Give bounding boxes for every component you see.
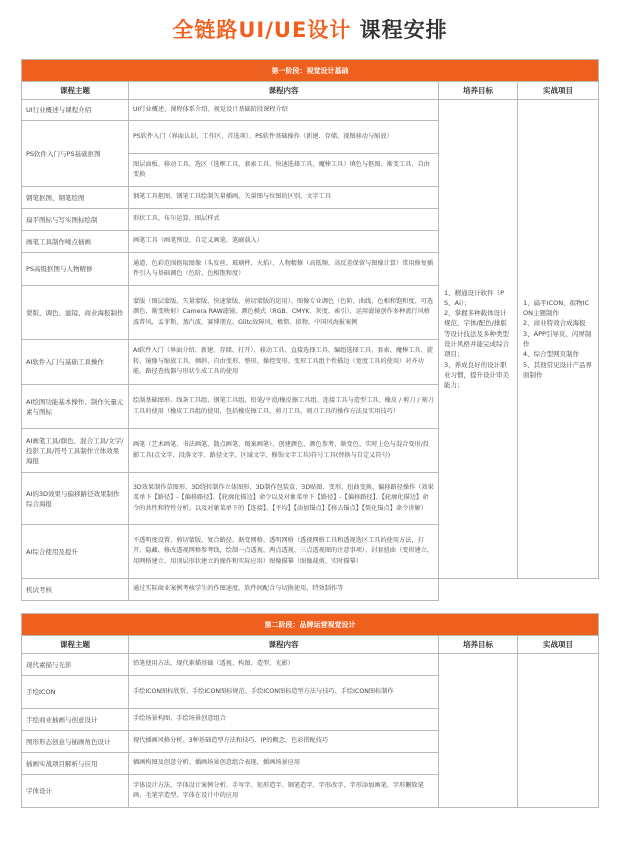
table-row <box>22 100 599 121</box>
row-topic: 手绘商业插画与创意设计 <box>22 709 129 731</box>
row-topic: PS高级抠图与人物精修 <box>22 253 129 286</box>
row-topic: 画笔工具制作噪点插画 <box>22 231 129 253</box>
row-topic: 图形形态创意与插画角色设计 <box>22 731 129 753</box>
table-row <box>22 654 599 676</box>
row-content: 现代插画风格分析、3种基础造型方法和技巧、IP的概念、色彩搭配技巧 <box>129 731 439 753</box>
row-topic: AI综合使用及提升 <box>22 525 129 579</box>
stage1-project-text: 1、扁平ICON、拟物ICON主题制作 2、商业特效合成海报 3、APP引导页、闪屏制作 4、综合型网页制作 5、其他常见设计产品界面制作 <box>523 298 593 379</box>
row-topic: AI绘图功能基本操作、制作矢量元素与图标 <box>22 385 129 429</box>
row-content: 字体设计方法、字体设计案例分析、手写字、矩形造字、钢笔造字、字形改字、字形添加画笔、字形删除笔画、毛笔字造型、字体在设计中的应用 <box>129 775 439 808</box>
stage1-goal <box>439 100 518 579</box>
table-row <box>22 579 599 601</box>
row-content: 插画构图及创意分析、插画场景创意组合表现、插画场景应用 <box>129 753 439 775</box>
row-topic: AI软件入门与基础工具操作 <box>22 340 129 385</box>
stage1-table <box>21 59 599 601</box>
row-content: 形状工具、布尔运算、图层样式 <box>129 209 439 231</box>
row-topic: 机试考核 <box>22 579 129 601</box>
row-content: 画笔工具（画笔预设、自定义画笔、笔刷载入） <box>129 231 439 253</box>
row-content: 蒙版（图层蒙版、矢量蒙版、快速蒙版、剪切蒙版的运用）、图像专业调色（色阶、曲线、色相和饱和度、可选颜色、渐变映射）Camera RAW滤镜、颜色模式（RGB、CMYK、灰度、索引）、运用滤镜创作多种流行风格波普风、孟菲斯、蒸汽波、赛博朋克、Glitc故障风、极简、拟物、中国风海报案例 <box>129 286 439 340</box>
row-content: 手绘ICON图标欣赏、手绘ICON图标规范、手绘ICON图标造型方法与技巧、手绘ICON图标制作 <box>129 676 439 709</box>
row-topic: AI画笔工具/颜色、混合工具/文字/投影工具/符号工具制作立体效果海报 <box>22 429 129 473</box>
row-topic: 插画实战项目解析与应用 <box>22 753 129 775</box>
header-project: 实战项目 <box>518 636 599 654</box>
row-content: 通道、色彩范围抠取图像（头发丝、玻璃杯、火焰）、人物精修（高低频、高反差保留与图像计算）常用修复插件引入与基础调色（色阶、色相饱和度） <box>129 253 439 286</box>
row-topic: 扁平图标与写实图标绘制 <box>22 209 129 231</box>
row-topic: 钢笔抠图、钢笔绘图 <box>22 187 129 209</box>
row-topic: AI的3D效果与偏移路径效果制作综合海报 <box>22 473 129 525</box>
stage1-project <box>518 100 599 579</box>
header-goal: 培养目标 <box>439 636 518 654</box>
row-content: AI软件入门（界面介绍、新建、存储、打开）、移动工具、直接选择工具、编组选择工具、套索、魔棒工具、旋转、镜像与缩放工具、倾斜、自由变形、整形、操控变形、变形工具组个性描边（宽度工具的使用）对齐功能、路径查找器与形状生成工具的使用 <box>129 340 439 385</box>
stage2-project <box>518 654 599 808</box>
header-content: 课程内容 <box>129 82 439 100</box>
page-title <box>0 14 620 44</box>
header-content: 课程内容 <box>129 636 439 654</box>
row-content: UI行业概述、课程体系介绍、视觉设计基础阶段课程介绍 <box>129 100 439 121</box>
row-content: 绘制基础图形、线条工具组、钢笔工具组、铅笔/平滑/橡皮擦工具组、连接工具与造型工具、橡皮 / 剪刀 / 刻刀工具的使用（橡皮工具组的使用，包括橡皮擦工具、剪刀工具、刻刀工具的操作方法及实用技巧） <box>129 385 439 429</box>
row-topic: 字体设计 <box>22 775 129 808</box>
row-content: 画笔（艺术画笔、书法画笔、散点画笔、图案画笔）、创建颜色、颜色参考、渐变色、实时上色与混合变形/投影工具(点文字、段落文字、路径文字、区域文字、修饰文字工具)符号工具(替换与自定义符号) <box>129 429 439 473</box>
row-content: PS软件入门（界面认识、工作区、首选项）、PS软件基础操作（新建、存储、视图移动与缩放） <box>129 121 439 154</box>
row-content: 3D效果制作草图形、3D绕转制作立体图形、3D制作包装盒、3D贴图、变形、扭曲变换、偏移路径操作（效果菜单下【路径】-【偏移路径】、【轮廓化描边】命令以及对象菜单下【路径】-【偏移路径】、【轮廓化描边】命令的共性和特性分析。以及对象菜单下的【连接】、【平均】【添加锚点】【移去锚点】【简化锚点】命令讲解） <box>129 473 439 525</box>
title-highlight: 全链路UI/UE设计 <box>172 18 352 42</box>
row-content: 铅笔使用方法、现代素描基础（透视、构图、造型、光影） <box>129 654 439 676</box>
row-content: 钢笔工具抠图、钢笔工具绘制矢量插画、矢量图与位图的区别、文字工具 <box>129 187 439 209</box>
row-content: 手绘场景构图、手绘场景创意组合 <box>129 709 439 731</box>
header-goal: 培养目标 <box>439 82 518 100</box>
stage2-table <box>21 613 599 808</box>
header-project: 实战项目 <box>518 82 599 100</box>
stage2-header: 第二阶段：品牌运营视觉设计 <box>22 614 599 636</box>
row-topic: 手绘ICON <box>22 676 129 709</box>
row-topic: PS软件入门与PS基础抠图 <box>22 121 129 187</box>
row-content: 不透明度设置、剪切蒙版、复合路径、渐变网格、透明网格（透视网格工具和透视选区工具的使用方法，打开、隐藏、修改透视网格参考线，绘制一点透视、两点透视、三点透视图的注意事项）、封套扭曲（变形建立、用网格建立、用顶层形状建立的操作和实际应用）图像描摹（图像裁剪、实时描摹） <box>129 525 439 579</box>
header-topic: 课程主题 <box>22 636 129 654</box>
stage2-goal <box>439 654 518 808</box>
stage1-header: 第一阶段：视觉设计基础 <box>22 60 599 82</box>
row-topic: 现代素描与光影 <box>22 654 129 676</box>
row-topic: UI行业概述与课程介绍 <box>22 100 129 121</box>
row-content-2: 图层面板、移动工具、选区（选框工具、套索工具、快速选择工具、魔棒工具）填色与抠图、渐变工具、自由变换 <box>129 154 439 187</box>
row-content: 通过实际商业案例考核学生的作图速度、软件间配合与切换使用、特效制作等 <box>129 579 439 601</box>
header-topic: 课程主题 <box>22 82 129 100</box>
row-topic: 蒙版、调色、滤镜、商业海报制作 <box>22 286 129 340</box>
stage1-goal-text: 1、精通设计软件（PS、Ai）； 2、掌握多种载体设计规范、字体/配色/排版等设计技法及多种类型设计风格并能完成综合项目； 3、养成良好的设计职业习惯，提升设计审美能力； <box>444 288 509 390</box>
title-rest: 课程安排 <box>359 18 448 42</box>
